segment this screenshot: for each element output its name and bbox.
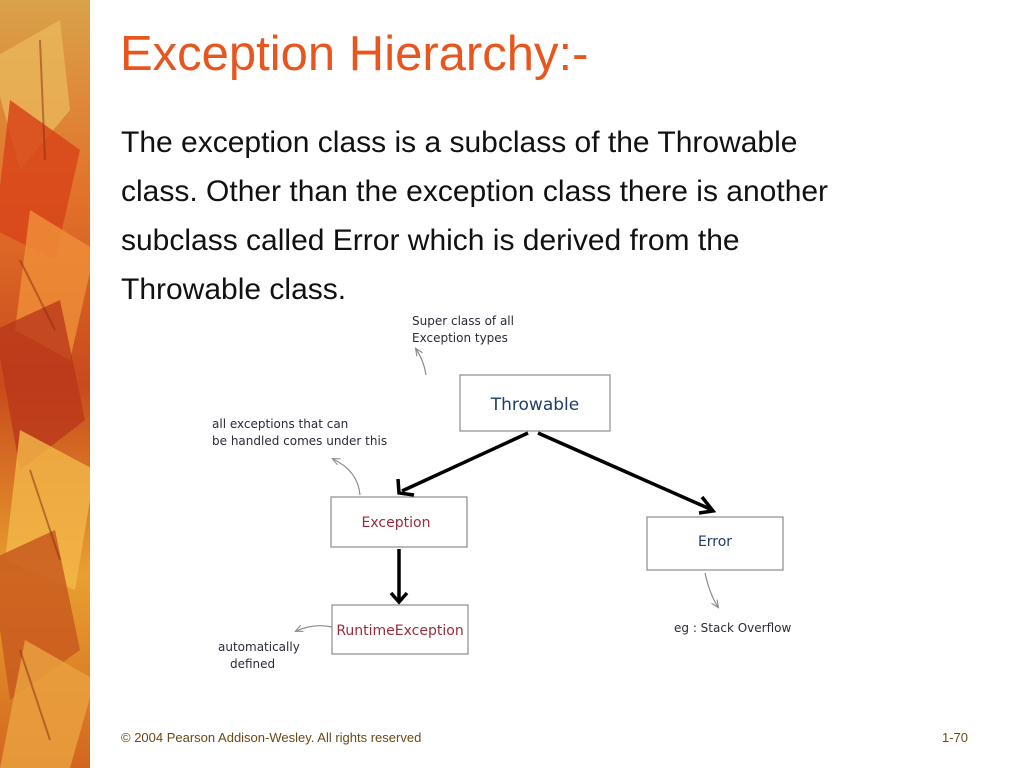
body-line: subclass called Error which is derived from the bbox=[121, 224, 740, 257]
exception-label: Exception bbox=[361, 515, 431, 531]
autumn-leaves-image bbox=[0, 0, 90, 768]
body-line: Throwable class. bbox=[121, 273, 347, 306]
throwable-node bbox=[460, 375, 610, 431]
pointer-exception-note bbox=[333, 459, 360, 495]
body-line: The exception class is a subclass of the Throwable bbox=[121, 126, 798, 159]
arrow-exception-to-runtime bbox=[391, 549, 407, 602]
throwable-note-line: Exception types bbox=[412, 331, 508, 345]
throwable-note-line: Super class of all bbox=[412, 314, 514, 328]
error-note: eg : Stack Overflow bbox=[674, 621, 792, 635]
slide-number: 1-70 bbox=[942, 730, 969, 745]
slide-body bbox=[121, 118, 981, 314]
error-node bbox=[647, 517, 783, 570]
arrow-throwable-to-exception bbox=[398, 433, 528, 495]
runtime-note bbox=[218, 640, 300, 671]
exception-note-line: all exceptions that can bbox=[212, 417, 349, 431]
copyright-footer: © 2004 Pearson Addison-Wesley. All rights reserved bbox=[121, 730, 422, 745]
throwable-note bbox=[412, 314, 514, 345]
runtime-exception-node bbox=[332, 605, 468, 654]
runtime-note-line: automatically bbox=[218, 640, 300, 654]
throwable-label: Throwable bbox=[490, 395, 580, 415]
pointer-throwable-note bbox=[416, 349, 426, 375]
exception-note bbox=[212, 417, 387, 448]
pointer-error-note bbox=[705, 573, 718, 607]
exception-note-line: be handled comes under this bbox=[212, 434, 388, 448]
runtime-exception-label: RuntimeException bbox=[336, 623, 464, 639]
pointer-runtime-note bbox=[296, 626, 332, 631]
runtime-note-line: defined bbox=[230, 657, 276, 671]
error-label: Error bbox=[697, 534, 733, 550]
slide-title: Exception Hierarchy:- bbox=[120, 27, 589, 81]
exception-node bbox=[331, 497, 467, 547]
exception-hierarchy-diagram bbox=[190, 305, 910, 685]
body-line: class. Other than the exception class there is another bbox=[121, 175, 829, 208]
arrow-throwable-to-error bbox=[538, 433, 713, 513]
